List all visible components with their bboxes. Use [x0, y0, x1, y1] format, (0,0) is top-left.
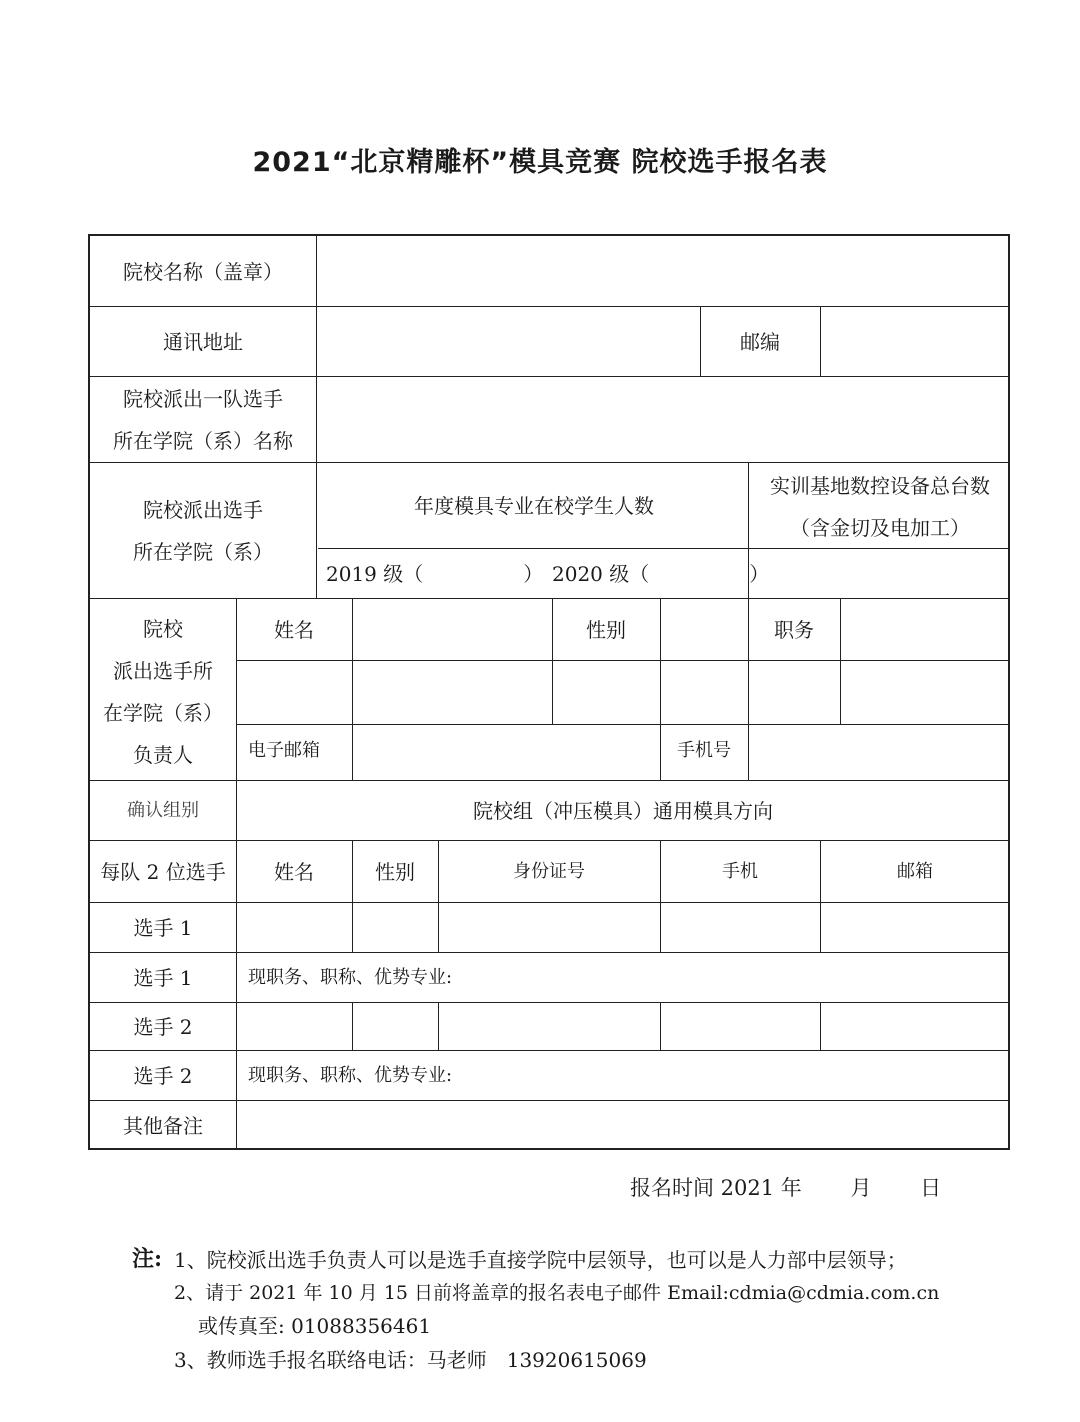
player2-id-field[interactable] — [442, 1006, 656, 1046]
registration-form-table — [88, 234, 1010, 1150]
remarks-label: 其他备注 — [123, 1114, 203, 1138]
player1-info-text[interactable]: 现职务、职称、优势专业: — [248, 967, 453, 988]
player1-name-field[interactable] — [240, 906, 348, 948]
leader-section-label: 院校 派出选手所 在学院（系） 负责人 — [103, 617, 223, 767]
group-value: 院校组（冲压模具）通用模具方向 — [473, 799, 773, 823]
note-line-2: 2、请于 2021 年 10 月 15 日前将盖章的报名表电子邮件 Email:cdmia@cdmia.com.cn — [174, 1282, 940, 1304]
note-line-1: 1、院校派出选手负责人可以是选手直接学院中层领导，也可以是人力部中层领导； — [174, 1248, 907, 1272]
equipment-sub-label: （含金切及电加工） — [790, 516, 970, 540]
players-label: 每队 2 位选手 — [100, 860, 226, 884]
notes-prefix: 注: — [132, 1246, 163, 1272]
col-email-header: 邮箱 — [897, 861, 933, 882]
school-name-label: 院校名称（盖章） — [123, 260, 283, 284]
grade-2020-field[interactable]: 2020 级（ ） — [552, 562, 770, 586]
address-label: 通讯地址 — [163, 330, 243, 354]
leader-gender-label: 性别 — [586, 618, 626, 642]
form-title: 2021“北京精雕杯”模具竞赛 院校选手报名表 — [252, 147, 828, 178]
college-label: 院校派出选手 所在学院（系） — [133, 498, 273, 564]
address-field[interactable] — [320, 310, 696, 372]
col-mobile-header: 手机 — [722, 861, 758, 882]
leader-name-label: 姓名 — [274, 618, 314, 642]
postcode-label: 邮编 — [740, 330, 780, 354]
player1-id-field[interactable] — [442, 906, 656, 948]
school-name-field[interactable] — [320, 240, 1006, 302]
signup-date: 报名时间 2021 年 月 日 — [630, 1176, 942, 1200]
col-gender-header: 性别 — [375, 860, 415, 884]
grade-2019-field[interactable]: 2019 级（ ） — [326, 562, 544, 586]
leader-email-label: 电子邮箱 — [248, 740, 320, 761]
player2-info-text[interactable]: 现职务、职称、优势专业: — [248, 1065, 453, 1086]
note-line-4: 3、教师选手报名联络电话：马老师 13920615069 — [174, 1348, 647, 1372]
player2-label: 选手 2 — [133, 1015, 193, 1039]
equipment-count-field[interactable] — [752, 552, 1006, 594]
col-id-header: 身份证号 — [513, 861, 585, 882]
player2-name-field[interactable] — [240, 1006, 348, 1046]
group-label: 确认组别 — [127, 800, 199, 821]
leader-position-label: 职务 — [774, 618, 814, 642]
remarks-field[interactable] — [240, 1104, 1006, 1146]
team-college-field[interactable] — [320, 380, 1006, 458]
player1-info-label: 选手 1 — [133, 966, 193, 990]
equipment-label: 实训基地数控设备总台数 — [770, 474, 990, 498]
note-line-3: 或传真至: 01088356461 — [198, 1314, 432, 1338]
player2-info-label: 选手 2 — [133, 1064, 193, 1088]
leader-phone-field[interactable] — [752, 728, 1006, 776]
team-college-label: 院校派出一队选手 所在学院（系）名称 — [113, 387, 293, 453]
leader-email-field[interactable] — [356, 728, 656, 776]
leader-phone-label: 手机号 — [677, 740, 731, 761]
postcode-field[interactable] — [824, 310, 1006, 372]
students-count-label: 年度模具专业在校学生人数 — [414, 494, 654, 518]
player1-label: 选手 1 — [133, 916, 193, 940]
col-name-header: 姓名 — [274, 860, 314, 884]
